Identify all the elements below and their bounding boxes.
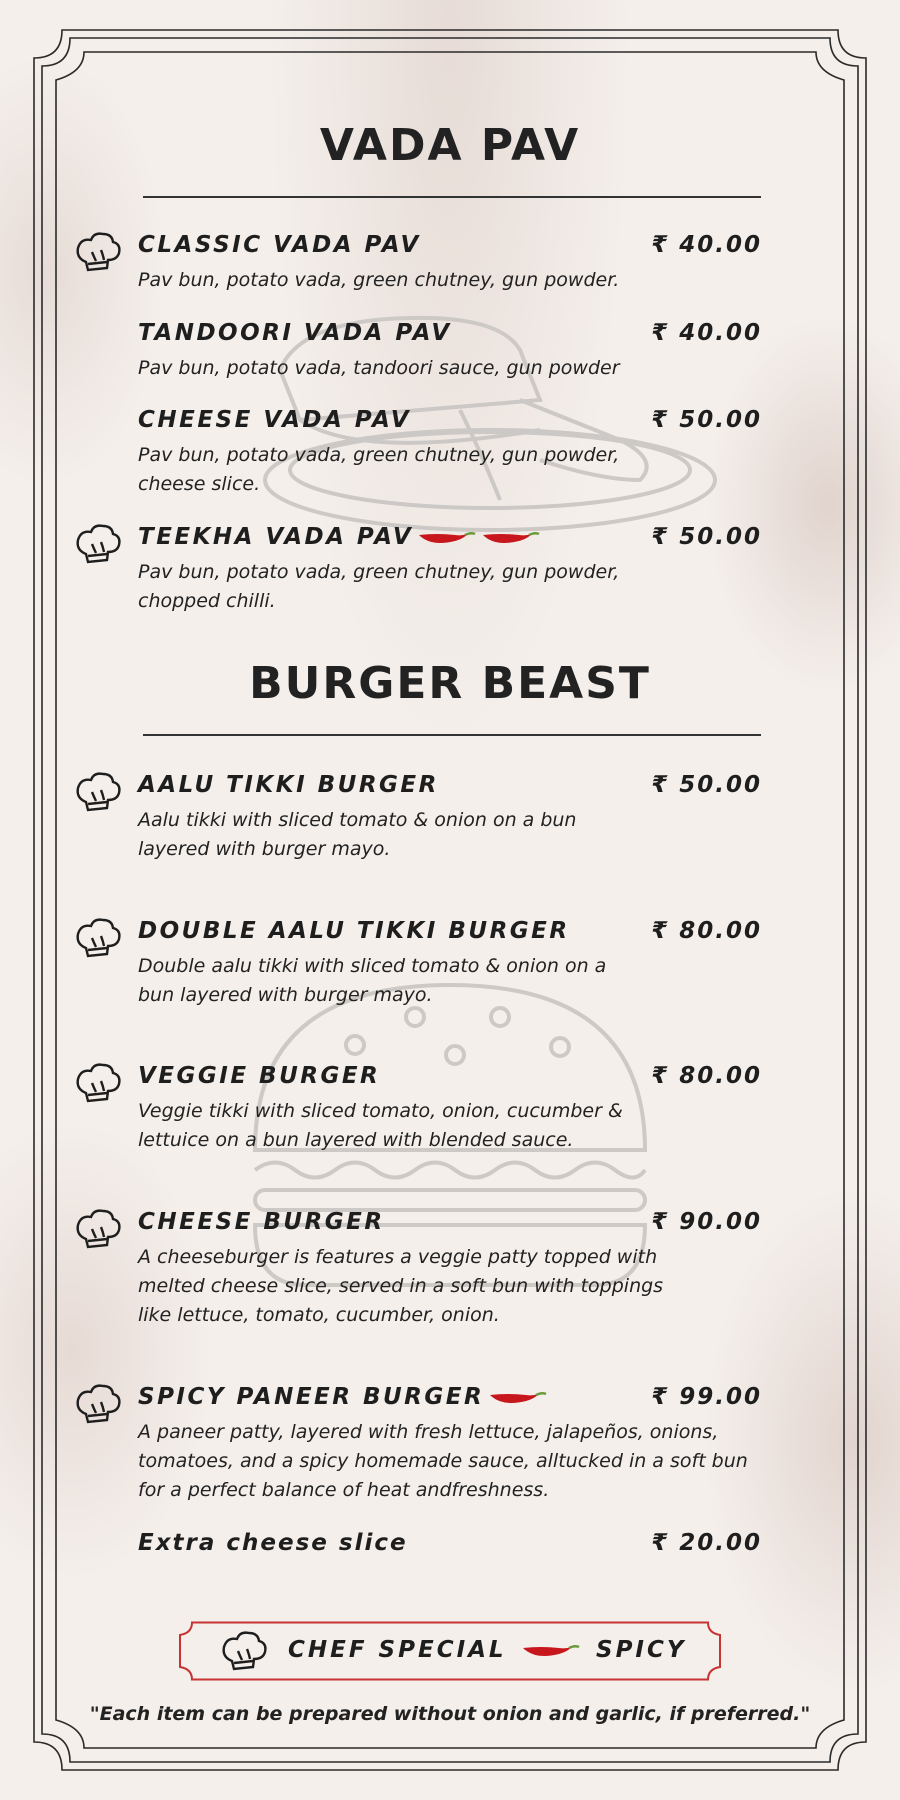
- item-description: A cheeseburger is features a veggie patty topped with melted cheese slice, served in a soft bun with toppings like lettuce, tomato, cucumber, onion.: [138, 1246, 664, 1326]
- item-description: Pav bun, potato vada, tandoori sauce, gun powder: [138, 357, 620, 379]
- item-description: Pav bun, potato vada, green chutney, gun powder, chopped chilli.: [138, 561, 620, 612]
- extra-name: Extra cheese slice: [138, 1530, 408, 1556]
- item-name: CLASSIC VADA PAV: [138, 232, 421, 258]
- chili-icon: [417, 527, 477, 549]
- section-divider: [143, 196, 761, 198]
- item-price: ₹ 50.00: [651, 772, 762, 798]
- chef-hat-icon: [74, 522, 122, 566]
- item-description: A paneer patty, layered with fresh lettuce, jalapeños, onions, tomatoes, and a spicy homemade sauce, alltucked in a soft bun for a perfect balance of heat andfreshness.: [138, 1421, 748, 1501]
- chef-hat-icon: [74, 1061, 122, 1105]
- chef-hat-icon: [220, 1629, 268, 1673]
- item-price: ₹ 80.00: [651, 1063, 762, 1089]
- item-description: Double aalu tikki with sliced tomato & onion on a bun layered with burger mayo.: [138, 955, 607, 1006]
- item-name: CHEESE BURGER: [138, 1209, 385, 1235]
- extra-price: ₹ 20.00: [651, 1530, 762, 1556]
- item-price: ₹ 50.00: [651, 407, 762, 433]
- chili-icon: [488, 1387, 548, 1409]
- legend-spicy-label: SPICY: [596, 1637, 687, 1663]
- chef-hat-icon: [74, 1382, 122, 1426]
- item-price: ₹ 99.00: [651, 1384, 762, 1410]
- item-description: Veggie tikki with sliced tomato, onion, cucumber & lettuice on a bun layered with blended sauce.: [138, 1100, 623, 1151]
- chef-hat-icon: [74, 770, 122, 814]
- item-name: TANDOORI VADA PAV: [138, 320, 452, 346]
- item-price: ₹ 40.00: [651, 320, 762, 346]
- section-divider: [143, 734, 761, 736]
- chef-hat-icon: [74, 916, 122, 960]
- legend-chef-label: CHEF SPECIAL: [288, 1637, 507, 1663]
- item-name: [138, 1384, 548, 1410]
- item-price: ₹ 80.00: [651, 918, 762, 944]
- item-name-text: SPICY PANEER BURGER: [138, 1384, 485, 1410]
- footer-note: "Each item can be prepared without onion and garlic, if preferred.": [89, 1703, 811, 1725]
- item-description: Pav bun, potato vada, green chutney, gun powder, cheese slice.: [138, 444, 620, 495]
- item-price: ₹ 50.00: [651, 524, 762, 550]
- legend-box: [178, 1621, 722, 1681]
- item-name: [138, 524, 541, 550]
- item-name: CHEESE VADA PAV: [138, 407, 412, 433]
- item-name-text: TEEKHA VADA PAV: [138, 524, 414, 550]
- item-description: Pav bun, potato vada, green chutney, gun powder.: [138, 269, 620, 291]
- section-title-vada-pav: VADA PAV: [319, 120, 581, 171]
- chili-icon: [481, 527, 541, 549]
- item-description: Aalu tikki with sliced tomato & onion on a bun layered with burger mayo.: [138, 809, 577, 860]
- item-name: AALU TIKKI BURGER: [138, 772, 439, 798]
- chef-hat-icon: [74, 1207, 122, 1251]
- chef-hat-icon: [74, 230, 122, 274]
- section-title-burger-beast: BURGER BEAST: [249, 658, 651, 709]
- item-name: VEGGIE BURGER: [138, 1063, 381, 1089]
- item-price: ₹ 40.00: [651, 232, 762, 258]
- item-price: ₹ 90.00: [651, 1209, 762, 1235]
- chili-icon: [520, 1640, 582, 1662]
- item-name: DOUBLE AALU TIKKI BURGER: [138, 918, 570, 944]
